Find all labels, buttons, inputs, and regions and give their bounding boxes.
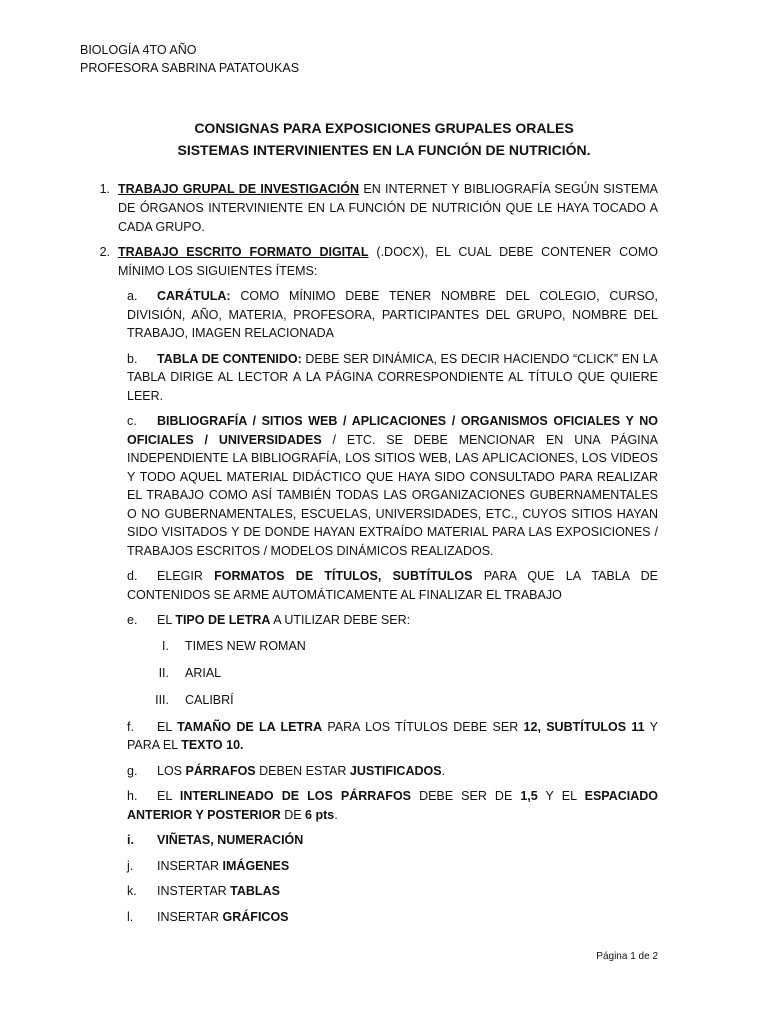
sub-bold: IMÁGENES xyxy=(222,858,290,873)
sub-text-pre: ELEGIR xyxy=(157,569,215,583)
sub-item-f xyxy=(127,718,658,755)
sub-label: a. xyxy=(127,289,138,303)
sub-text-pre: EL xyxy=(157,719,178,734)
sub-label: h. xyxy=(127,789,138,803)
sub-bold: TAMAÑO DE LA LETRA xyxy=(177,719,323,734)
sub-label: l. xyxy=(127,909,134,924)
font-name: ARIAL xyxy=(185,665,222,680)
sub-text: / ETC. SE DEBE MENCIONAR EN UNA PÁGINA INDEPENDIENTE LA BIBLIOGRAFÍA, LOS SITIOS WEB, LAS APLICACIONES, LOS VIDEOS Y TODO AQUEL MATERIAL DIDÁCTICO QUE HAYA SIDO CONSULTADO PARA REALIZAR EL TRABAJO COMO ASÍ TAMBIÉN TODAS LAS ORGANIZACIONES GUBERNAMENTALES O NO GUBERNAMENTALES, ESCUELAS, UNIVERSIDADES, ETC., CUYOS SITIOS HAYAN SIDO VISITADOS Y DE DONDE HAYAN EXTRAÍDO MATERIAL PARA LAS EXPOSICIONES / TRABAJOS ESCRITOS / MODELOS DINÁMICOS REALIZADOS. xyxy=(127,432,658,558)
sub-text: COMO MÍNIMO DEBE TENER NOMBRE DEL COLEGIO, CURSO, DIVISIÓN, AÑO, MATERIA, PROFESORA, PARTICIPANTES DEL GRUPO, NOMBRE DEL TRABAJO, IMAGEN RELACIONADA xyxy=(127,289,658,340)
header-subject: BIOLOGÍA 4TO AÑO xyxy=(80,43,197,57)
sub-text: A UTILIZAR DEBE SER: xyxy=(270,613,411,627)
sub-bold: TEXTO 10. xyxy=(181,738,244,752)
sub-bold: VIÑETAS, NUMERACIÓN xyxy=(157,833,304,847)
sub-label: g. xyxy=(127,763,138,778)
sub-text-pre: INSERTAR xyxy=(157,858,223,873)
sub-label: b. xyxy=(127,351,138,366)
sub-bold: 1,5 xyxy=(520,789,538,803)
sub-item-j xyxy=(127,857,658,876)
sub-label: c. xyxy=(127,414,137,428)
sub-text: DEBEN ESTAR xyxy=(255,763,350,778)
item-text: (.DOCX), EL CUAL DEBE CONTENER COMO MÍNIMO LOS SIGUIENTES ÍTEMS: xyxy=(118,245,658,278)
sub-text-pre: EL xyxy=(157,789,180,803)
title-line-2: SISTEMAS INTERVINIENTES EN LA FUNCIÓN DE NUTRICIÓN. xyxy=(177,142,591,158)
sub-label: d. xyxy=(127,569,138,583)
sub-item-d xyxy=(127,567,658,604)
sub-text: PARA LOS TÍTULOS DEBE SER xyxy=(322,719,524,734)
document-header xyxy=(80,41,299,77)
sub-item-e xyxy=(127,611,658,630)
sub-bold: GRÁFICOS xyxy=(222,909,289,924)
roman-numeral: II. xyxy=(158,665,169,680)
sub-bold: TABLA DE CONTENIDO: xyxy=(157,351,302,366)
item-text: EN INTERNET Y BIBLIOGRAFÍA SEGÚN SISTEMA DE ÓRGANOS INTERVINIENTE EN LA FUNCIÓN DE NUTRICIÓN QUE LE HAYA TOCADO A CADA GRUPO. xyxy=(118,182,659,234)
sub-text-pre: EL xyxy=(157,613,176,627)
title-line-1: CONSIGNAS PARA EXPOSICIONES GRUPALES ORALES xyxy=(194,120,574,136)
sub-bold: 6 pts xyxy=(305,807,335,822)
sub-text-pre: LOS xyxy=(157,763,186,778)
sub-bold: TABLAS xyxy=(230,884,280,898)
sub-text-pre: INSERTAR xyxy=(157,909,223,924)
sub-label: k. xyxy=(127,884,137,898)
numbered-item-2 xyxy=(80,243,658,281)
page-number: Página 1 de 2 xyxy=(596,951,658,962)
sub-label: i. xyxy=(127,833,134,847)
sub-text: DE xyxy=(280,807,306,822)
sub-bold: JUSTIFICADOS xyxy=(349,763,442,778)
sub-item-h xyxy=(127,787,658,824)
item-heading: TRABAJO ESCRITO FORMATO DIGITAL xyxy=(118,245,369,259)
sub-item-i xyxy=(127,831,658,850)
sub-text: Y EL xyxy=(537,789,585,803)
sub-text: Y PARA EL xyxy=(127,719,658,752)
sub-label: j. xyxy=(127,858,134,873)
numbered-item-1 xyxy=(80,180,658,237)
sub-text: DEBE SER DE xyxy=(411,789,521,803)
font-option-2 xyxy=(127,664,658,682)
sub-item-a xyxy=(127,287,658,343)
sub-text: DEBE SER DINÁMICA, ES DECIR HACIENDO “CLICK” EN LA TABLA DIRIGE AL LECTOR A LA PÁGINA CORRESPONDIENTE AL TÍTULO QUE QUIERE LEER. xyxy=(127,351,658,403)
sub-bold: FORMATOS DE TÍTULOS, SUBTÍTULOS xyxy=(214,569,473,583)
item-heading: TRABAJO GRUPAL DE INVESTIGACIÓN xyxy=(118,182,360,196)
sub-label: e. xyxy=(127,613,138,627)
roman-numeral: I. xyxy=(162,638,169,653)
item-number: 1. xyxy=(99,182,110,196)
sub-item-l xyxy=(127,908,658,927)
sub-bold: BIBLIOGRAFÍA / SITIOS WEB / APLICACIONES / ORGANISMOS OFICIALES Y NO OFICIALES / UNIVERSIDADES xyxy=(127,414,658,447)
sub-text: . xyxy=(441,763,446,778)
sub-bold: 12, SUBTÍTULOS 11 xyxy=(523,719,645,734)
sub-bold: INTERLINEADO DE LOS PÁRRAFOS xyxy=(179,789,412,803)
item-number: 2. xyxy=(99,245,110,259)
document-title xyxy=(0,117,768,161)
sub-text: . xyxy=(334,807,338,822)
header-teacher: PROFESORA SABRINA PATATOUKAS xyxy=(80,61,300,75)
sub-bold: TIPO DE LETRA xyxy=(175,613,271,627)
font-name: CALIBRÍ xyxy=(185,692,234,707)
sub-item-k xyxy=(127,882,658,901)
sub-item-b xyxy=(127,350,658,406)
sub-item-g xyxy=(127,762,658,781)
sub-bold: PÁRRAFOS xyxy=(185,763,256,778)
sub-text: PARA QUE LA TABLA DE CONTENIDOS SE ARME AUTOMÁTICAMENTE AL FINALIZAR EL TRABAJO xyxy=(127,569,658,602)
font-option-3 xyxy=(127,691,658,709)
sub-bold: ESPACIADO ANTERIOR Y POSTERIOR xyxy=(127,789,658,822)
font-name: TIMES NEW ROMAN xyxy=(185,638,306,653)
sub-item-c xyxy=(127,412,658,560)
document-body xyxy=(80,180,658,933)
roman-numeral: III. xyxy=(155,692,169,707)
font-option-1 xyxy=(127,637,658,655)
sub-label: f. xyxy=(127,719,134,734)
sub-bold: CARÁTULA: xyxy=(157,289,231,303)
sub-text-pre: INSTERTAR xyxy=(157,884,231,898)
